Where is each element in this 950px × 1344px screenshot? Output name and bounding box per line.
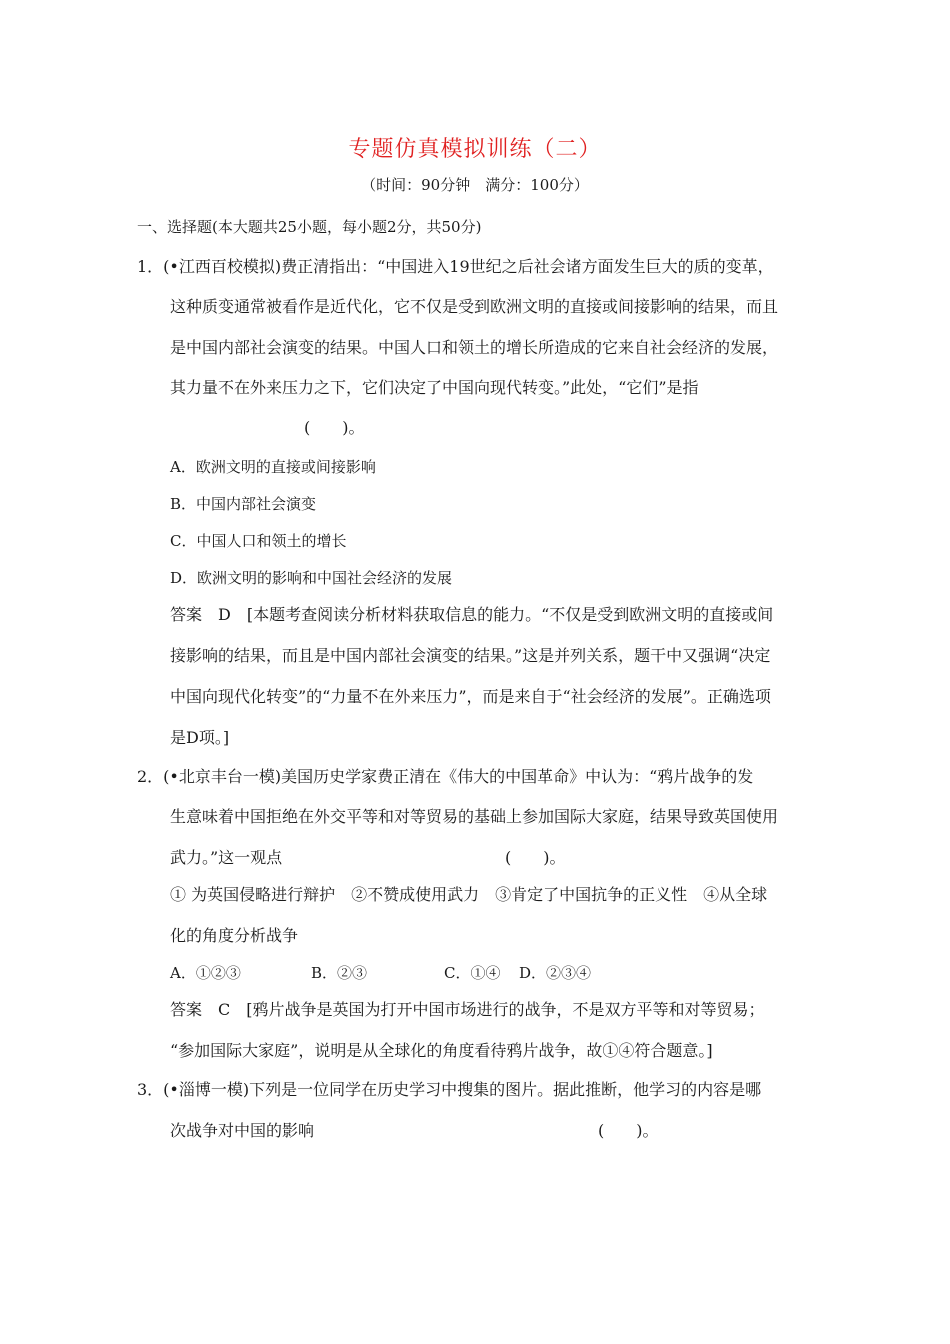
question-2-line-3: 武力。”这一观点 xyxy=(170,848,283,867)
question-1-answer-line-2: 接影响的结果，而且是中国内部社会演变的结果。”这是并列关系，题干中又强调“决定 xyxy=(170,646,771,665)
question-3-line-2: 次战争对中国的影响 xyxy=(170,1121,315,1140)
question-1-option-b: B．中国内部社会演变 xyxy=(170,495,317,513)
question-1-line-2: 这种质变通常被看作是近代化，它不仅是受到欧洲文明的直接或间接影响的结果，而且 xyxy=(170,297,779,316)
page-title: 专题仿真模拟训练（二） xyxy=(348,137,602,162)
question-1-answer-line-1: 答案 D [本题考查阅读分析材料获取信息的能力。“不仅是受到欧洲文明的直接或间 xyxy=(170,605,774,624)
page-subtitle: （时间：90分钟 满分：100分） xyxy=(361,176,589,194)
question-2-item-line-1: ① 为英国侵略进行辩护 ②不赞成使用武力 ③肯定了中国抗争的正义性 ④从全球 xyxy=(170,885,768,904)
question-1-option-a: A．欧洲文明的直接或间接影响 xyxy=(170,458,376,476)
question-2-option-d: D．②③④ xyxy=(519,964,592,982)
question-1-answer-line-4: 是D项。] xyxy=(170,728,230,747)
question-2-answer-line-2: “参加国际大家庭”，说明是从全球化的角度看待鸦片战争，故①④符合题意。] xyxy=(170,1041,713,1060)
question-1-option-c: C．中国人口和领土的增长 xyxy=(170,532,347,550)
question-3-line-1: 3．(•淄博一模)下列是一位同学在历史学习中搜集的图片。据此推断，他学习的内容是哪 xyxy=(137,1080,762,1099)
question-2-answer-line-1: 答案 C [鸦片战争是英国为打开中国市场进行的战争，不是双方平等和对等贸易； xyxy=(170,1000,765,1019)
question-2-item-line-2: 化的角度分析战争 xyxy=(170,926,299,945)
question-1-answer-line-3: 中国向现代化转变”的“力量不在外来压力”，而是来自于“社会经济的发展”。正确选项 xyxy=(170,687,771,706)
question-2-line-1: 2．(•北京丰台一模)美国历史学家费正清在《伟大的中国革命》中认为：“鸦片战争的发 xyxy=(137,767,754,786)
question-1-line-3: 是中国内部社会演变的结果。中国人口和领土的增长所造成的它来自社会经济的发展， xyxy=(170,338,779,357)
question-1-answer-blank: ( )。 xyxy=(304,418,365,437)
question-1-option-d: D．欧洲文明的影响和中国社会经济的发展 xyxy=(170,569,453,587)
question-2-option-b: B．②③ xyxy=(311,964,368,982)
question-2-option-c: C．①④ xyxy=(444,964,501,982)
question-2-answer-blank: ( )。 xyxy=(505,848,566,867)
question-2-option-a: A．①②③ xyxy=(170,964,241,982)
question-1-line-4: 其力量不在外来压力之下，它们决定了中国向现代转变。”此处，“它们”是指 xyxy=(170,378,699,397)
section-heading: 一、选择题(本大题共25小题，每小题2分，共50分) xyxy=(137,218,482,236)
question-3-answer-blank: ( )。 xyxy=(598,1121,659,1140)
question-1-line-1: 1．(•江西百校模拟)费正清指出：“中国进入19世纪之后社会诸方面发生巨大的质的变革， xyxy=(137,257,774,276)
question-2-line-2: 生意味着中国拒绝在外交平等和对等贸易的基础上参加国际大家庭，结果导致英国使用 xyxy=(170,807,779,826)
